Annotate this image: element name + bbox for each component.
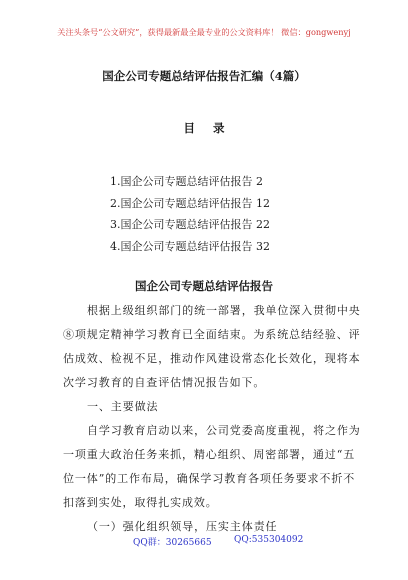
header-note: 关注头条号“公文研究”，获得最新最全最专业的公文资料库！ 微信：gongwenyj — [57, 27, 351, 37]
toc-heading: 目 录 — [183, 121, 232, 135]
toc-item-1: 1.国企公司专题总结评估报告 2 — [110, 175, 263, 188]
document-title: 国企公司专题总结评估报告汇编（4篇） — [102, 69, 306, 83]
toc-item-3: 3.国企公司专题总结评估报告 22 — [110, 218, 270, 231]
toc-item-4: 4.国企公司专题总结评估报告 32 — [110, 240, 270, 253]
paragraph1-line-2: ⑧项规定精神学习教育已全面结束。为系统总结经验、评 — [63, 328, 361, 341]
paragraph1-line-1: 根据上级组织部门的统一部署，我单位深入贯彻中央 — [87, 304, 361, 317]
paragraph2-line-3: 位一体”的工作布局，确保学习教育各项任务要求不折不 — [63, 472, 356, 485]
subheading-1: （一）强化组织领导，压实主体责任 — [87, 520, 278, 533]
paragraph1-line-4: 次学习教育的自查评估情况报告如下。 — [63, 376, 266, 389]
section-title: 国企公司专题总结评估报告 — [135, 279, 273, 293]
paragraph1-line-3: 估成效、检视不足，推动作风建设常态化长效化，现将本 — [63, 352, 361, 365]
paragraph2-line-1: 自学习教育启动以来，公司党委高度重视，将之作为 — [87, 424, 361, 437]
toc-item-2: 2.国企公司专题总结评估报告 12 — [110, 197, 270, 210]
qq-number: QQ:535304092 — [234, 535, 304, 545]
qq-group-number: QQ群：30265665 — [133, 538, 212, 548]
heading-1: 一、主要做法 — [87, 400, 159, 413]
paragraph2-line-4: 扣落到实处，取得扎实成效。 — [63, 496, 218, 509]
paragraph2-line-2: 一项重大政治任务来抓，精心组织、周密部署，通过“五 — [63, 448, 356, 461]
